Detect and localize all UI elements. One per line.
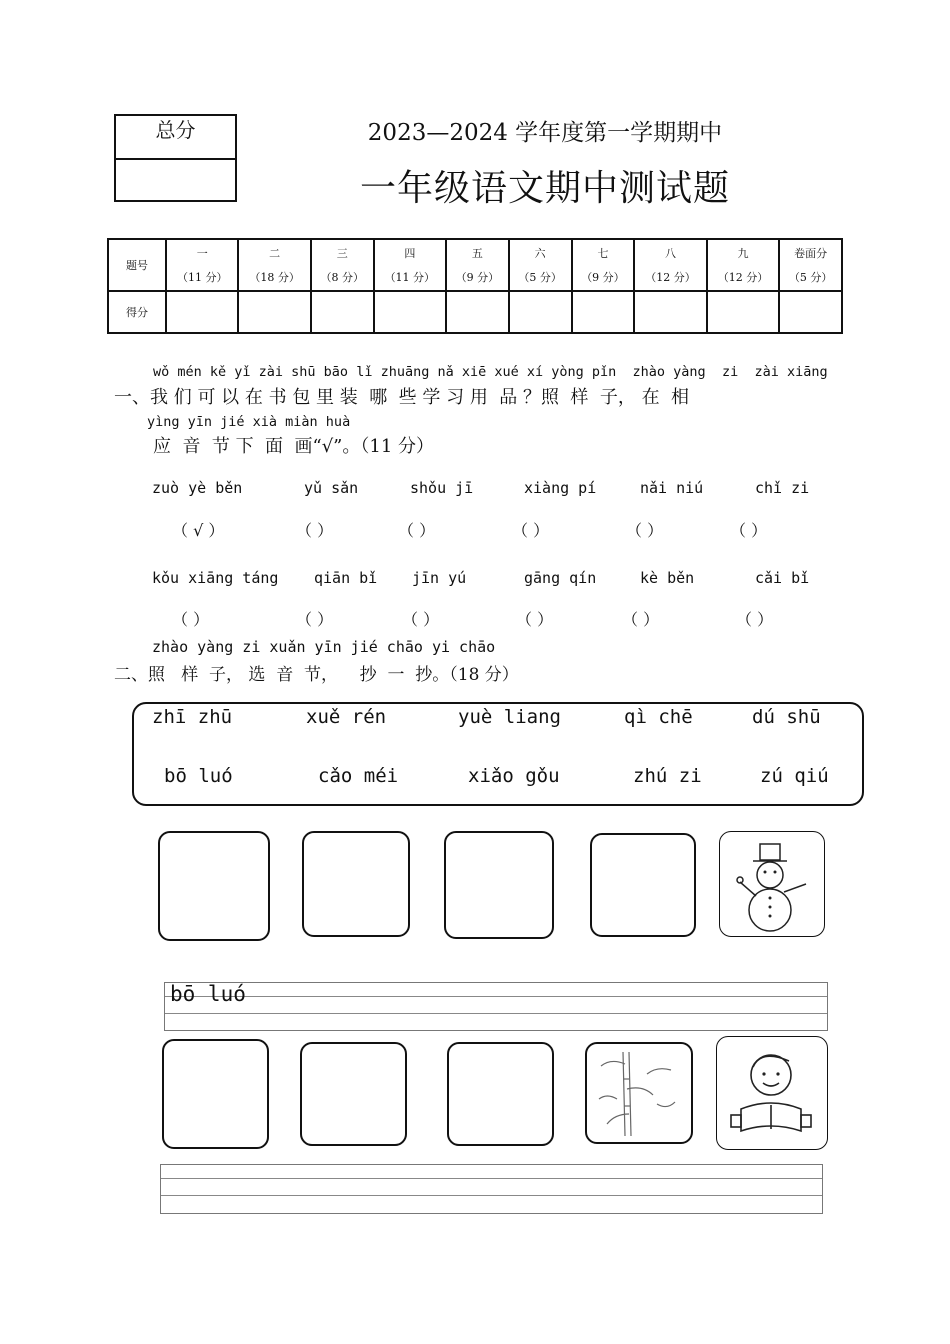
col-header <box>311 239 374 291</box>
syllable-option: bō luó <box>164 765 233 787</box>
col-name: 八 <box>665 247 677 260</box>
col-name: 五 <box>471 247 483 260</box>
syllable-option: cǎo méi <box>318 765 399 787</box>
col-points: （9 分） <box>455 271 500 284</box>
q1-option: jīn yú <box>412 569 467 587</box>
q1-answer-blank[interactable]: （ ） <box>516 610 554 629</box>
score-cell[interactable] <box>707 291 779 333</box>
example-answer: bō luó <box>170 982 246 1006</box>
picture-box-puppy <box>444 831 554 939</box>
col-name: 四 <box>404 247 416 260</box>
q1-text-line2: 应 音 节 下 面 画“√”。（11 分） <box>153 436 434 457</box>
col-name: 卷面分 <box>794 247 828 260</box>
q1-option: kǒu xiāng táng <box>152 569 279 587</box>
total-score-box <box>114 114 237 202</box>
col-header <box>238 239 310 291</box>
syllable-option: dú shū <box>752 706 821 728</box>
col-name: 一 <box>196 247 208 260</box>
col-name: 三 <box>336 247 348 260</box>
bamboo-icon <box>587 1044 690 1141</box>
q1-text-line1: 一、我 们 可 以 在 书 包 里 装 哪 些 学 习 用 品 ？照 样 子， 在 相 <box>114 387 690 408</box>
col-name: 七 <box>597 247 609 260</box>
col-header <box>374 239 446 291</box>
q1-answer-blank[interactable]: （ ） <box>622 610 660 629</box>
syllable-option: zhú zi <box>633 765 702 787</box>
q1-option: xiàng pí <box>524 479 597 497</box>
score-label: 得分 <box>108 291 166 333</box>
picture-box-bamboo <box>585 1042 693 1144</box>
picture-box-reading <box>716 1036 828 1150</box>
col-points: （5 分） <box>788 271 833 284</box>
snowman-icon <box>720 832 823 935</box>
score-cell[interactable] <box>446 291 509 333</box>
syllable-option: yuè liang <box>458 706 561 728</box>
score-table <box>107 238 843 334</box>
col-header <box>572 239 635 291</box>
picture-box-blank <box>300 1042 407 1146</box>
question-number-label: 题号 <box>108 239 166 291</box>
q2-pinyin: zhào yàng zi xuǎn yīn jié chāo yi chāo <box>152 638 496 656</box>
col-name: 六 <box>534 247 546 260</box>
picture-box-blank <box>447 1042 554 1146</box>
col-points: （12 分） <box>645 271 696 284</box>
col-header <box>634 239 706 291</box>
total-score-label: 总分 <box>116 116 235 160</box>
q1-answer-blank[interactable]: （ ） <box>398 521 436 540</box>
col-name: 九 <box>737 247 749 260</box>
picture-box-snowman <box>719 831 825 937</box>
q1-option: zuò yè běn <box>152 479 243 497</box>
picture-box-car <box>590 833 696 937</box>
q2-text: 二、照 样 子， 选 音 节， 抄 一 抄。（18 分） <box>114 665 519 685</box>
q1-answer-blank[interactable]: （ ） <box>296 610 334 629</box>
syllable-option: zhī zhū <box>152 706 233 728</box>
col-points: （11 分） <box>384 271 436 284</box>
q1-option: yǔ sǎn <box>304 479 359 497</box>
score-cell[interactable] <box>311 291 374 333</box>
col-header <box>166 239 238 291</box>
syllable-option: xiǎo gǒu <box>468 765 560 787</box>
score-cell[interactable] <box>166 291 238 333</box>
exam-subtitle: 2023—2024 学年度第一学期期中 <box>367 120 723 146</box>
q1-answer-blank[interactable]: （ √ ） <box>172 521 225 540</box>
total-score-field[interactable] <box>116 160 235 200</box>
q1-option: nǎi niú <box>640 479 704 497</box>
writing-line-1[interactable] <box>164 982 828 1031</box>
q1-option: shǒu jī <box>410 479 474 497</box>
score-cell[interactable] <box>572 291 635 333</box>
score-table-score-row <box>108 291 842 333</box>
q1-answer-blank[interactable]: （ ） <box>296 521 334 540</box>
q1-option: qiān bǐ <box>314 569 378 587</box>
q1-answer-blank[interactable]: （ ） <box>736 610 774 629</box>
q1-answer-blank[interactable]: （ ） <box>730 521 768 540</box>
q1-answer-blank[interactable]: （ ） <box>402 610 440 629</box>
col-header <box>509 239 572 291</box>
score-cell[interactable] <box>634 291 706 333</box>
q1-pinyin-line2: yìng yīn jié xià miàn huà <box>147 414 351 430</box>
score-cell[interactable] <box>509 291 572 333</box>
q1-answer-blank[interactable]: （ ） <box>512 521 550 540</box>
col-header <box>707 239 779 291</box>
q1-option: chǐ zi <box>755 479 810 497</box>
score-table-header-row <box>108 239 842 291</box>
q1-option: gāng qín <box>524 569 597 587</box>
picture-box-pineapple <box>158 831 270 941</box>
q1-answer-blank[interactable]: （ ） <box>172 610 210 629</box>
q1-option: kè běn <box>640 569 695 587</box>
col-header <box>779 239 842 291</box>
col-points: （12 分） <box>717 271 769 284</box>
q1-pinyin-line1: wǒ mén kě yǐ zài shū bāo lǐ zhuāng nǎ xiē xué xí yòng pǐn zhào yàng zi zài xiāng <box>153 364 828 380</box>
syllable-option: qì chē <box>624 706 693 728</box>
score-cell[interactable] <box>238 291 310 333</box>
picture-box-strawberry <box>302 831 410 937</box>
syllable-option: zú qiú <box>760 765 829 787</box>
writing-line-2[interactable] <box>160 1164 823 1214</box>
col-points: （8 分） <box>320 271 364 284</box>
col-name: 二 <box>269 247 281 260</box>
exam-title: 一年级语文期中测试题 <box>359 168 730 209</box>
syllable-option: xuě rén <box>306 706 387 728</box>
col-points: （11 分） <box>176 271 228 284</box>
col-points: （9 分） <box>581 271 625 284</box>
q1-answer-blank[interactable]: （ ） <box>626 521 664 540</box>
reading-child-icon <box>717 1037 826 1148</box>
score-cell[interactable] <box>779 291 842 333</box>
score-cell[interactable] <box>374 291 446 333</box>
picture-box-blank <box>162 1039 269 1149</box>
q1-option: cǎi bǐ <box>755 569 810 587</box>
col-header <box>446 239 509 291</box>
col-points: （18 分） <box>249 271 300 284</box>
col-points: （5 分） <box>518 271 562 284</box>
